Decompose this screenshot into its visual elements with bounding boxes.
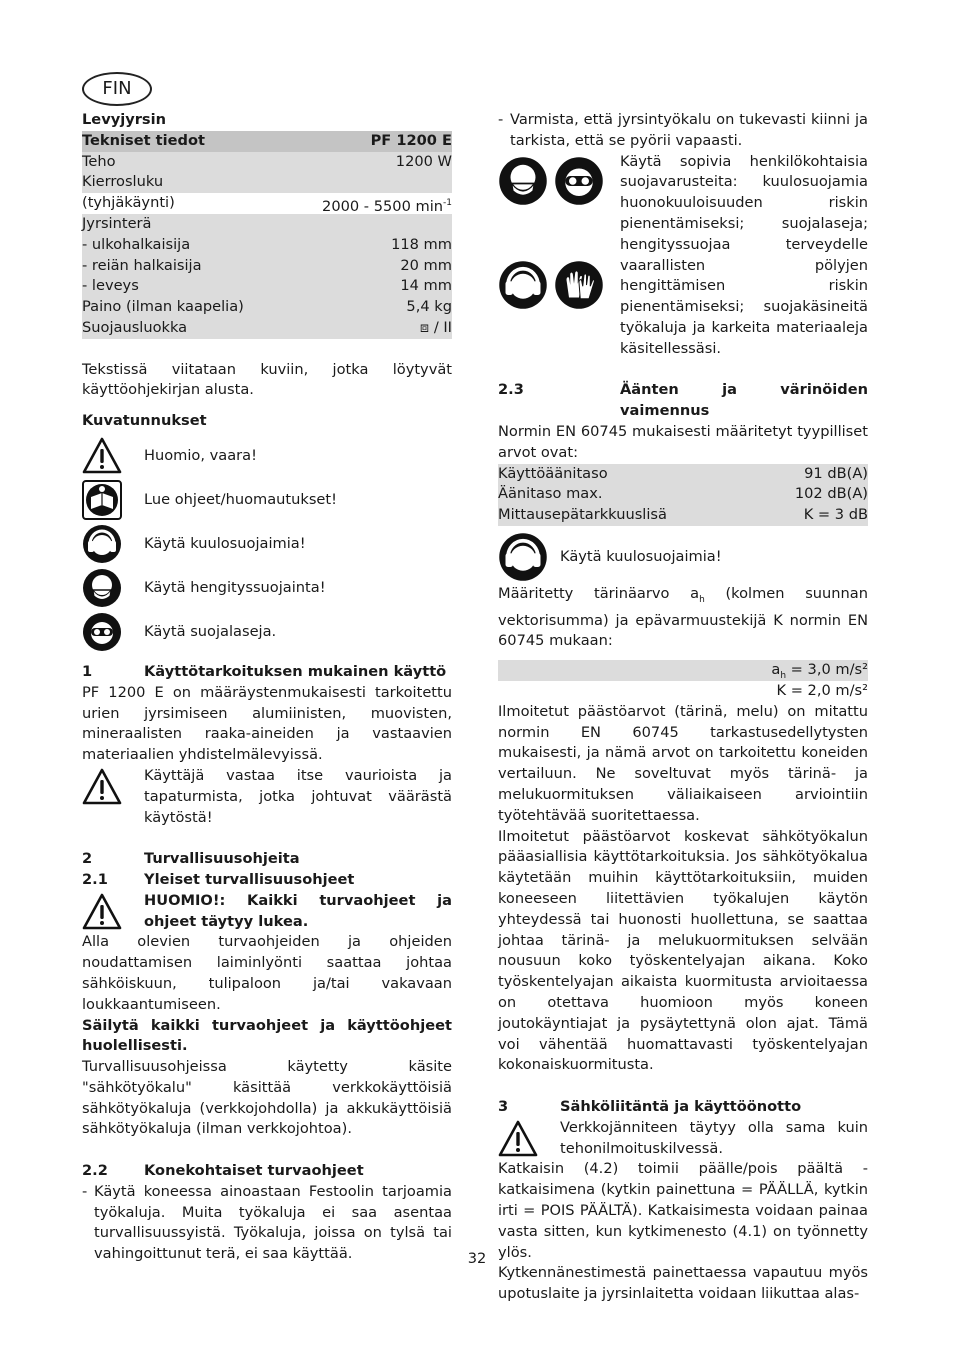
symbol-row: Lue ohjeet/huomautukset! [82, 480, 452, 520]
section-3-text-1: Katkaisin (4.2) toimii päälle/pois päältä -katkaisimena (kytkin painettuna = PÄÄLLÄ, kytkin irti = POIS PÄÄLTÄ). Katkaisimesta voidaan painaa vasta sitten, kun kytkimenesto (4.1) on työnnetty ylös. [498, 1160, 868, 1261]
warning-icon [82, 436, 122, 476]
left-column [82, 110, 452, 1265]
emission-text-2: Ilmoitetut päästöarvot koskevat sähkötyökalun pääasiallisia käyttötarkoituksia. Jos sähkötyökalua käytetään muihin käyttötarkoituksiin, muiden koneeseen liitettävien työkalujen käytön yhteydessä tai huonosti huollettuna, se saattaa johtaa tärinä- ja melukuormituksen selvään nousuun koko työskentelyajan aikana. Koko työskentelyajan aikaista kuormitusta arvioitaessa on otettava huomioon myös koneen joutokäyntiajat ja pysäytettynä olon ajat. Tämä voi vähentää huomattavasti työskentelyajan kokonaiskuormitusta. [498, 827, 868, 1074]
warning-icon [82, 892, 122, 932]
intro-text: Tekstissä viitataan kuviin, jotka löytyvät käyttöohjekirjan alusta. [82, 360, 452, 399]
table-row: Paino (ilman kaapelia) 5,4 kg [82, 297, 452, 318]
spec-table [82, 131, 452, 339]
table-row: Äänitaso max. 102 dB(A) [498, 484, 868, 505]
symbols-title: Kuvatunnukset [82, 412, 207, 430]
table-row: Jyrsinterä [82, 214, 452, 235]
noise-table [498, 464, 868, 526]
noise-intro: Normin EN 60745 mukaisesti määritetyt tyypilliset arvot ovat: [498, 422, 868, 461]
section-2-1-heading: 2.1 Yleiset turvallisuusohjeet [82, 870, 355, 888]
section-2-heading: 2 Turvallisuusohjeita [82, 850, 300, 868]
language-badge: FIN [82, 72, 152, 106]
warning-icon [498, 1119, 538, 1159]
table-row: Käyttöäänitaso 91 dB(A) [498, 464, 868, 485]
table-row: $a_h = 3,0$ m/s² [498, 660, 868, 681]
section-3-heading: 3 Sähköliitäntä ja käyttöönotto [498, 1097, 802, 1115]
table-row: Suojausluokka ⧈ / II [82, 318, 452, 339]
section-2-1-text: Alla olevien turvaohjeiden ja ohjeiden noudattamisen laiminlyönti saattaa johtaa sähköiskuun, tulipaloon ja/tai vakavaan loukkaantumiseen. [82, 933, 452, 1013]
section-3-warning: Verkkojänniteen täytyy olla sama kuin tehonilmoituskilvessä. [498, 1118, 868, 1160]
table-row: Teho 1200 W [82, 152, 452, 173]
right-column [498, 110, 868, 1305]
ear-protection-icon [498, 532, 548, 582]
goggles-icon [554, 156, 604, 206]
hearing-notice: Käytä kuulosuojaimia! [498, 532, 868, 582]
section-2-1-definition: Turvallisuusohjeissa käytetty käsite "sähkötyökalu" käsittää verkkokäyttöisiä sähkötyökaluja (verkkojohdolla) ja akkukäyttöisiä sähkötyökaluja (ilman verkkojohtoa). [82, 1058, 452, 1138]
table-row: K = 2,0 m/s² [498, 681, 868, 702]
section-1-warning: Käyttäjä vastaa itse vaurioista ja tapaturmista, jotka johtuvat väärästä käytöstä! [82, 766, 452, 828]
section-2-1-warning: HUOMIO!: Kaikki turvaohjeet ja ohjeet täytyy lukea. [82, 891, 452, 933]
page-number: 32 [467, 1250, 487, 1267]
table-row: - reiän halkaisija 20 mm [82, 256, 452, 277]
table-row: - ulkohalkaisija 118 mm [82, 235, 452, 256]
symbol-row: Huomio, vaara! [82, 436, 452, 476]
section-2-3-heading: 2.3 Äänten ja värinöiden vaimennus [498, 381, 868, 420]
vibration-text: Määritetty tärinäarvo $a_h$ (kolmen suunnan vektorisumma) ja epävarmuustekijä K normin EN 60745 mukaan: [498, 584, 868, 650]
read-manual-icon [82, 480, 122, 520]
section-3-text-2: Kytkennänestimestä painettaessa vapautuu myös upotuslaite ja jyrsinlaitetta voidaan liikuttaa alas- [498, 1264, 868, 1303]
vibration-table [498, 660, 868, 702]
respirator-icon [498, 156, 548, 206]
ppe-text: Käytä sopivia henkilökohtaisia suojavarusteita: kuulosuojamia huonokuuloisuuden riskin pienentämiseksi; suojalaseja; hengityssuojaa terveydelle vaarallisten pölyjen hengittämisen riskin pienentämiseksi; suojakäsineitä työkaluja ja karkeita materiaaleja käsitellessäsi. [620, 152, 868, 357]
section-1-text: PF 1200 E on määräystenmukaisesti tarkoitettu urien jyrsimiseen alumiinisten, muovisten, mineraalisten raaka-aineiden ja vastaavien materiaalien yhdistelmälevyissä. [82, 683, 452, 764]
goggles-icon [82, 612, 122, 652]
table-row: - leveys 14 mm [82, 276, 452, 297]
gloves-icon [554, 260, 604, 310]
spec-table-header: Tekniset tiedot PF 1200 E [82, 131, 452, 152]
ppe-block [498, 152, 868, 360]
ear-protection-icon [82, 524, 122, 564]
symbol-row: Käytä hengityssuojainta! [82, 568, 452, 608]
product-name: Levyjyrsin [82, 111, 167, 128]
symbol-row: Käytä kuulosuojaimia! [82, 524, 452, 564]
symbol-row: Käytä suojalaseja. [82, 612, 452, 652]
section-2-1-keep: Säilytä kaikki turvaohjeet ja käyttöohjeet huolellisesti. [82, 1016, 452, 1055]
warning-icon [82, 767, 122, 807]
list-item: - Käytä koneessa ainoastaan Festoolin tarjoamia työkaluja. Muita työkaluja ei saa asentaa turvallisuussyistä. Työkaluja, joissa on tylsä tai vahingoittunut terä, ei saa käyttää. [82, 1182, 452, 1263]
section-1-heading: 1 Käyttötarkoituksen mukainen käyttö [82, 662, 447, 680]
table-row: Kierrosluku [82, 172, 452, 193]
table-row: (tyhjäkäynti) 2000 - 5500 $\min^{-1}$ [82, 194, 452, 216]
ear-protection-icon [498, 260, 548, 310]
section-2-2-heading: 2.2 Konekohtaiset turvaohjeet [82, 1162, 364, 1180]
emission-text-1: Ilmoitetut päästöarvot (tärinä, melu) on mitattu normin EN 60745 tarkastusedellytysten mukaisesti, ja nämä arvot on tarkoitettu koneiden vertailuun. Ne soveltuvat myös tärinä- ja melukuormituksen väliaikaiseen arviointiin työtehtävää suoritettaessa. [498, 702, 868, 824]
list-item: - Varmista, että jyrsintyökalu on tukevasti kiinni ja tarkista, että se pyörii vapaasti. [498, 111, 868, 149]
table-row: Mittausepätarkkuuslisä K = 3 dB [498, 505, 868, 526]
respirator-icon [82, 568, 122, 608]
